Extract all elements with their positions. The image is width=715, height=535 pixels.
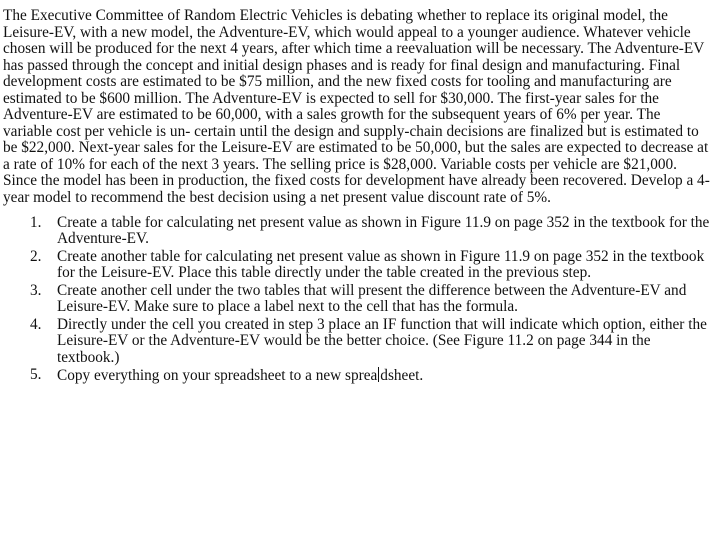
- list-item-text: Create a table for calculating net present value as shown in Figure 11.9 on page 352 in the textbook for the Adventure-EV.: [57, 213, 710, 248]
- list-item-text-after-cursor: dsheet.: [380, 367, 424, 385]
- intro-paragraph: The Executive Committee of Random Electric Vehicles is debating whether to replace its original model, the Leisure-EV, with a new model, the Adventure-EV, which would appeal to a younger audience. Whatever vehicle chosen will be produced for the next 4 years, after which time a reevaluation will be necessary. The Adventure-EV has passed through the concept and initial design phases and is ready for final design and manufacturing. Final development costs are estimated to be $75 million, and the new fixed costs for tooling and manufacturing are estimated to be $600 million. The Adventure-EV is expected to sell for $30,000. The first-year sales for the Adventure-EV are estimated to be 60,000, with a sales growth for the subsequent years of 6% per year. The variable cost per vehicle is un- certain until the design and supply-chain decisions are finalized but is estimated to be $22,000. Next-year sales for the Leisure-EV are estimated to be 50,000, but the sales are expected to decrease at a rate of 10% for each of the next 3 years. The selling price is $28,000. Variable costs per vehicle are $21,000. Since the model has been in production, the fixed costs for development have already been recovered. Develop a 4-year model to recommend the best decision using a net present value discount rate of 5%.: [3, 7, 710, 207]
- list-item-text: [57, 367, 712, 385]
- instruction-list: [3, 215, 712, 385]
- list-item-number: 3.: [30, 281, 42, 299]
- list-item-text: Create another table for calculating net present value as shown in Figure 11.9 on page 352 in the textbook for the Leisure-EV. Place this table directly under the table created in the previous step.: [57, 247, 705, 282]
- list-item: [3, 367, 712, 385]
- list-item: [3, 317, 712, 367]
- list-item: [3, 249, 712, 282]
- list-item-text-before-cursor: Copy everything on your spreadsheet to a new sprea: [57, 367, 378, 385]
- list-item-text: Create another cell under the two tables that will present the difference between the Adventure-EV and Leisure-EV. Make sure to place a label next to the cell that has the formula.: [57, 281, 687, 316]
- list-item: [3, 215, 712, 248]
- list-item-number: 5.: [30, 366, 42, 384]
- list-item-number: 2.: [30, 247, 42, 265]
- list-item-number: 1.: [30, 213, 42, 231]
- document-body: [3, 8, 712, 386]
- list-item-text: Directly under the cell you created in step 3 place an IF function that will indicate which option, either the Leisure-EV or the Adventure-EV would be the better choice. (See Figure 11.2 on page 344 in the textbook.): [57, 315, 707, 366]
- list-item-number: 4.: [30, 315, 42, 333]
- list-item: [3, 283, 712, 316]
